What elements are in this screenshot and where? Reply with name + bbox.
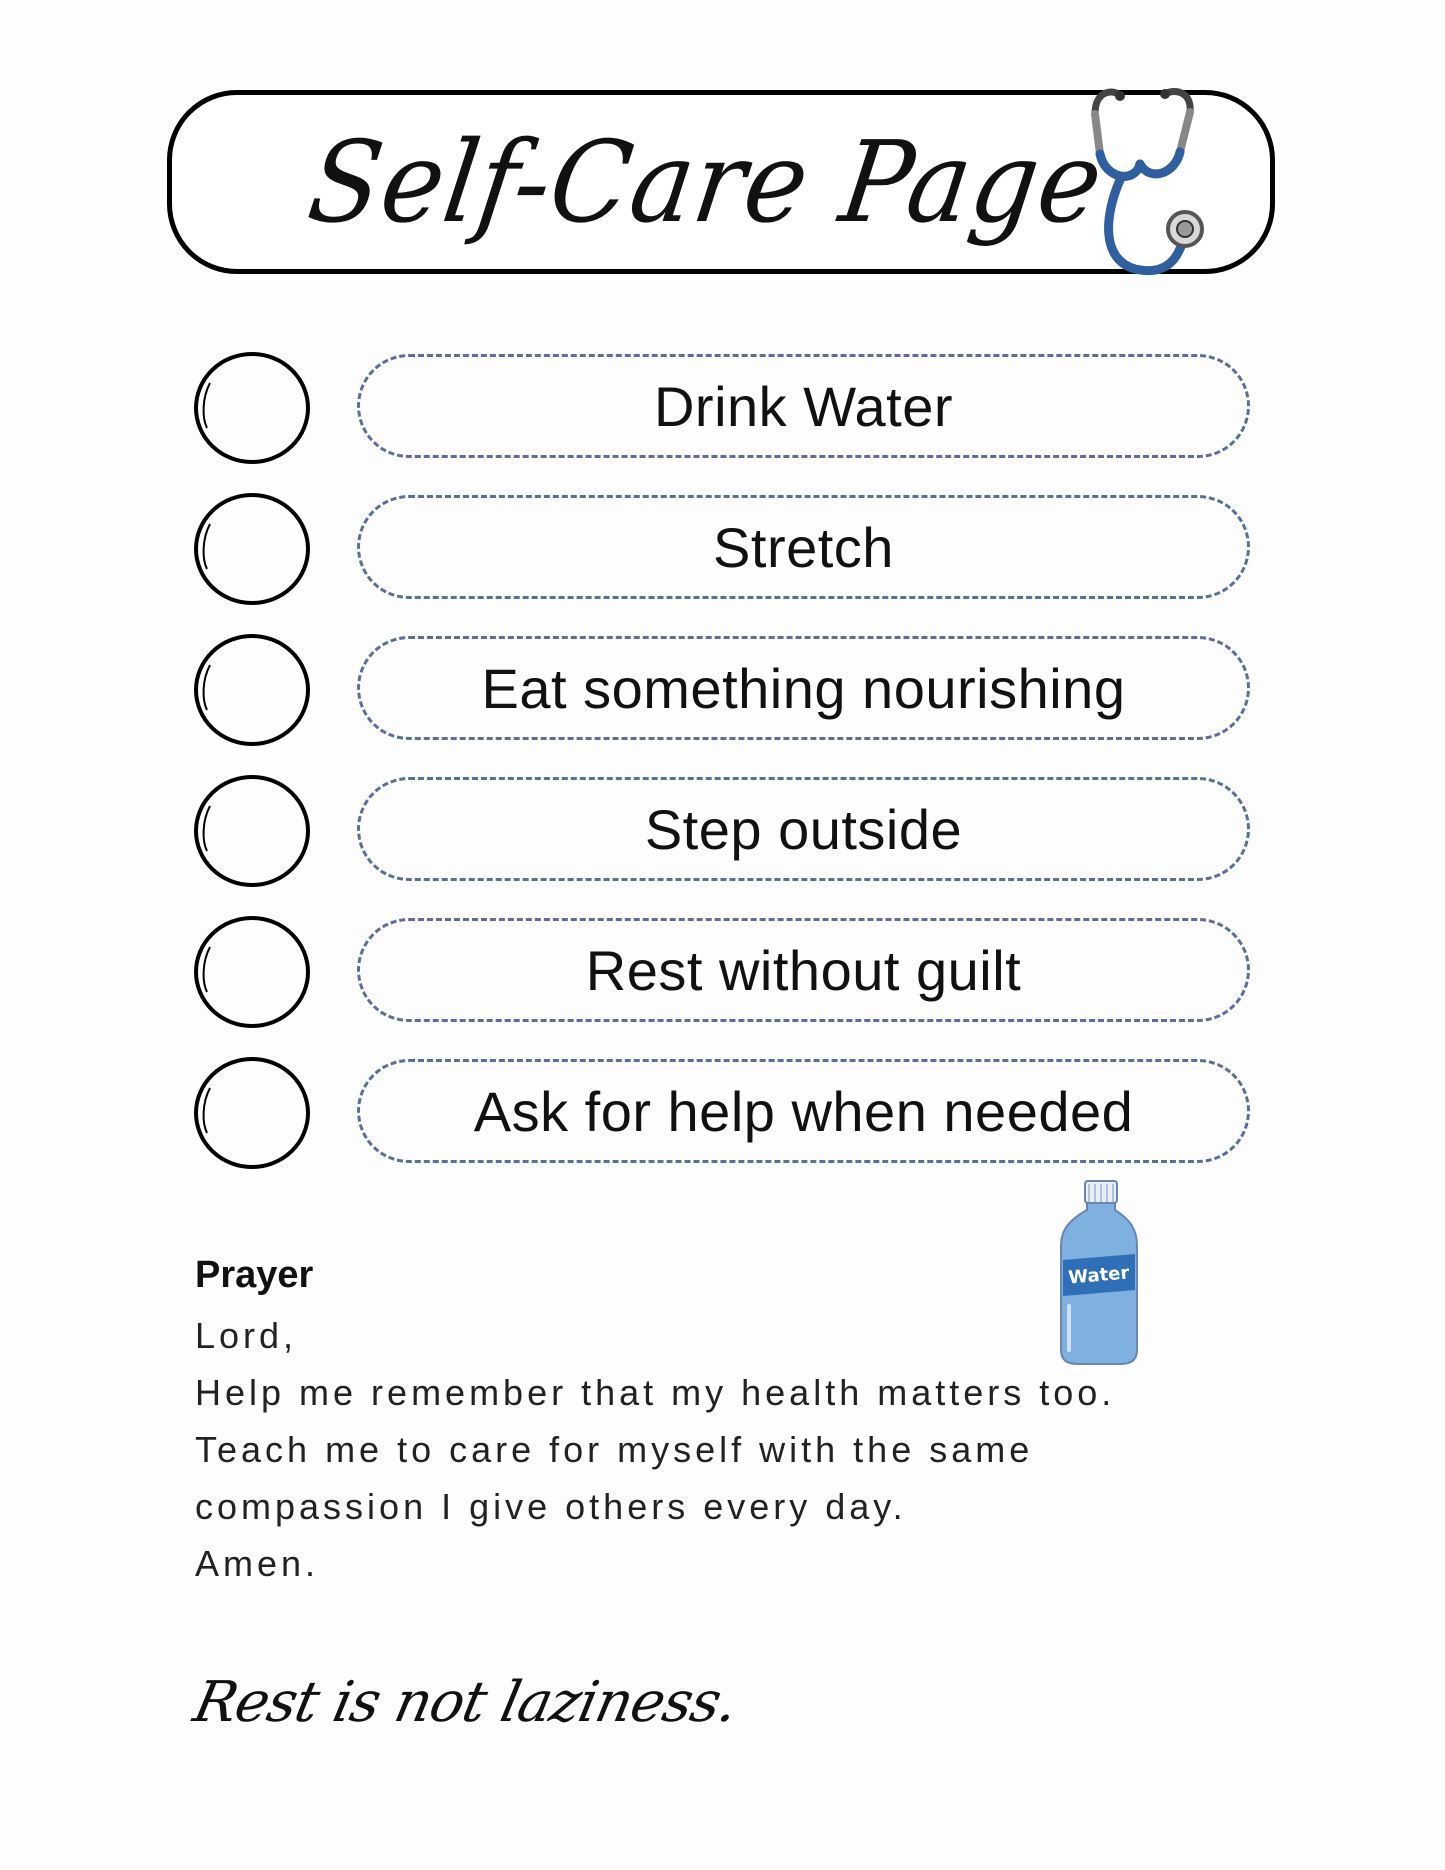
stethoscope-icon bbox=[1080, 84, 1215, 284]
bottle-label: Water bbox=[1067, 1262, 1131, 1289]
prayer-line: Lord, bbox=[195, 1315, 298, 1356]
prayer-line: Teach me to care for myself with the same bbox=[195, 1429, 1034, 1470]
task-row bbox=[192, 630, 1252, 750]
checkbox-circle[interactable] bbox=[192, 771, 314, 893]
task-row bbox=[192, 348, 1252, 468]
checkbox-circle[interactable] bbox=[192, 630, 314, 752]
prayer-heading: Prayer bbox=[195, 1254, 314, 1296]
task-row bbox=[192, 912, 1252, 1032]
page-title: Self-Care Page bbox=[301, 116, 1111, 248]
tagline: Rest is not laziness. bbox=[188, 1670, 743, 1735]
prayer-line: Amen. bbox=[195, 1543, 320, 1584]
task-label: Step outside bbox=[357, 777, 1250, 881]
task-row bbox=[192, 771, 1252, 891]
task-label: Rest without guilt bbox=[357, 918, 1250, 1022]
prayer-line: Help me remember that my health matters too. bbox=[195, 1372, 1116, 1413]
checkbox-circle[interactable] bbox=[192, 912, 314, 1034]
prayer-line: compassion I give others every day. bbox=[195, 1486, 907, 1527]
checkbox-circle[interactable] bbox=[192, 1053, 314, 1175]
task-label: Drink Water bbox=[357, 354, 1250, 458]
task-label: Ask for help when needed bbox=[357, 1059, 1250, 1163]
task-row bbox=[192, 1053, 1252, 1173]
checkbox-circle[interactable] bbox=[192, 348, 314, 470]
task-label: Eat something nourishing bbox=[357, 636, 1250, 740]
checkbox-circle[interactable] bbox=[192, 489, 314, 611]
water-bottle-icon bbox=[1055, 1178, 1145, 1368]
task-label: Stretch bbox=[357, 495, 1250, 599]
task-row bbox=[192, 489, 1252, 609]
